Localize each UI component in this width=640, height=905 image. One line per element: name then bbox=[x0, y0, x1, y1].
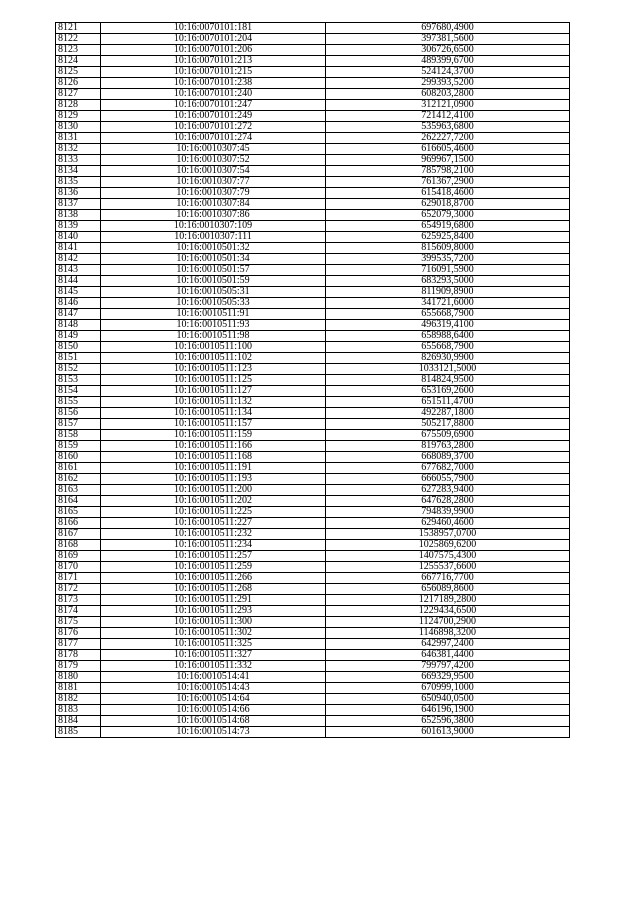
row-number: 8165 bbox=[56, 507, 101, 518]
cadastral-number: 10:16:0010514:41 bbox=[101, 672, 326, 683]
table-row bbox=[56, 562, 570, 573]
cadastral-number: 10:16:0010511:100 bbox=[101, 342, 326, 353]
cadastral-number: 10:16:0010511:302 bbox=[101, 628, 326, 639]
table-row bbox=[56, 221, 570, 232]
cadastral-number: 10:16:0010511:193 bbox=[101, 474, 326, 485]
row-number: 8179 bbox=[56, 661, 101, 672]
row-number: 8162 bbox=[56, 474, 101, 485]
cadastral-value: 1229434,6500 bbox=[326, 606, 570, 617]
table-row bbox=[56, 452, 570, 463]
cadastral-number: 10:16:0010511:225 bbox=[101, 507, 326, 518]
cadastral-value: 653169,2600 bbox=[326, 386, 570, 397]
cadastral-value: 312121,0900 bbox=[326, 100, 570, 111]
table-row bbox=[56, 78, 570, 89]
row-number: 8125 bbox=[56, 67, 101, 78]
row-number: 8170 bbox=[56, 562, 101, 573]
cadastral-value: 656089,8600 bbox=[326, 584, 570, 595]
cadastral-number: 10:16:0010514:73 bbox=[101, 727, 326, 738]
row-number: 8178 bbox=[56, 650, 101, 661]
cadastral-value: 646381,4400 bbox=[326, 650, 570, 661]
cadastral-number: 10:16:0010501:59 bbox=[101, 276, 326, 287]
cadastral-number: 10:16:0070101:272 bbox=[101, 122, 326, 133]
cadastral-number: 10:16:0070101:238 bbox=[101, 78, 326, 89]
cadastral-value: 1217189,2800 bbox=[326, 595, 570, 606]
row-number: 8135 bbox=[56, 177, 101, 188]
table-row bbox=[56, 595, 570, 606]
table-row bbox=[56, 353, 570, 364]
cadastral-value: 306726,6500 bbox=[326, 45, 570, 56]
cadastral-number: 10:16:0010511:168 bbox=[101, 452, 326, 463]
row-number: 8176 bbox=[56, 628, 101, 639]
table-row bbox=[56, 331, 570, 342]
table-row bbox=[56, 188, 570, 199]
cadastral-number: 10:16:0010501:57 bbox=[101, 265, 326, 276]
cadastral-number: 10:16:0010511:200 bbox=[101, 485, 326, 496]
row-number: 8150 bbox=[56, 342, 101, 353]
cadastral-number: 10:16:0010511:232 bbox=[101, 529, 326, 540]
cadastral-number: 10:16:0010511:125 bbox=[101, 375, 326, 386]
table-row bbox=[56, 584, 570, 595]
table-row bbox=[56, 243, 570, 254]
cadastral-value: 761367,2900 bbox=[326, 177, 570, 188]
cadastral-number: 10:16:0010511:266 bbox=[101, 573, 326, 584]
row-number: 8152 bbox=[56, 364, 101, 375]
cadastral-value: 1025869,6200 bbox=[326, 540, 570, 551]
cadastral-value: 489399,6700 bbox=[326, 56, 570, 67]
row-number: 8134 bbox=[56, 166, 101, 177]
row-number: 8163 bbox=[56, 485, 101, 496]
cadastral-value: 524124,3700 bbox=[326, 67, 570, 78]
cadastral-number: 10:16:0010511:259 bbox=[101, 562, 326, 573]
row-number: 8164 bbox=[56, 496, 101, 507]
cadastral-number: 10:16:0070101:181 bbox=[101, 23, 326, 34]
table-row bbox=[56, 397, 570, 408]
cadastral-number: 10:16:0010511:102 bbox=[101, 353, 326, 364]
row-number: 8156 bbox=[56, 408, 101, 419]
row-number: 8167 bbox=[56, 529, 101, 540]
row-number: 8138 bbox=[56, 210, 101, 221]
table-row bbox=[56, 298, 570, 309]
row-number: 8161 bbox=[56, 463, 101, 474]
cadastral-number: 10:16:0010511:291 bbox=[101, 595, 326, 606]
row-number: 8151 bbox=[56, 353, 101, 364]
cadastral-number: 10:16:0070101:249 bbox=[101, 111, 326, 122]
table-row bbox=[56, 518, 570, 529]
table-row bbox=[56, 639, 570, 650]
row-number: 8141 bbox=[56, 243, 101, 254]
cadastral-value: 669329,9500 bbox=[326, 672, 570, 683]
cadastral-number: 10:16:0010511:93 bbox=[101, 320, 326, 331]
cadastral-number: 10:16:0010307:54 bbox=[101, 166, 326, 177]
cadastral-value: 1407575,4300 bbox=[326, 551, 570, 562]
cadastral-value: 615418,4600 bbox=[326, 188, 570, 199]
cadastral-number: 10:16:0010307:84 bbox=[101, 199, 326, 210]
row-number: 8145 bbox=[56, 287, 101, 298]
table-row bbox=[56, 34, 570, 45]
row-number: 8185 bbox=[56, 727, 101, 738]
cadastral-number: 10:16:0010511:257 bbox=[101, 551, 326, 562]
table-row bbox=[56, 342, 570, 353]
row-number: 8158 bbox=[56, 430, 101, 441]
cadastral-value: 655668,7900 bbox=[326, 309, 570, 320]
cadastral-value: 683293,5000 bbox=[326, 276, 570, 287]
cadastral-number: 10:16:0010511:166 bbox=[101, 441, 326, 452]
row-number: 8124 bbox=[56, 56, 101, 67]
cadastral-number: 10:16:0010511:127 bbox=[101, 386, 326, 397]
cadastral-value: 262227,7200 bbox=[326, 133, 570, 144]
table-row bbox=[56, 320, 570, 331]
cadastral-number: 10:16:0010511:191 bbox=[101, 463, 326, 474]
table-row bbox=[56, 144, 570, 155]
row-number: 8144 bbox=[56, 276, 101, 287]
table-row bbox=[56, 650, 570, 661]
cadastral-value: 697680,4900 bbox=[326, 23, 570, 34]
cadastral-value: 652079,3000 bbox=[326, 210, 570, 221]
table-row bbox=[56, 408, 570, 419]
cadastral-value: 505217,8800 bbox=[326, 419, 570, 430]
row-number: 8121 bbox=[56, 23, 101, 34]
cadastral-number: 10:16:0010511:325 bbox=[101, 639, 326, 650]
row-number: 8182 bbox=[56, 694, 101, 705]
cadastral-number: 10:16:0010511:234 bbox=[101, 540, 326, 551]
cadastral-number: 10:16:0010511:293 bbox=[101, 606, 326, 617]
table-row bbox=[56, 265, 570, 276]
table-row bbox=[56, 122, 570, 133]
cadastral-value: 794839,9900 bbox=[326, 507, 570, 518]
table-row bbox=[56, 419, 570, 430]
row-number: 8147 bbox=[56, 309, 101, 320]
table-row bbox=[56, 628, 570, 639]
cadastral-number: 10:16:0070101:215 bbox=[101, 67, 326, 78]
cadastral-value: 492287,1800 bbox=[326, 408, 570, 419]
row-number: 8149 bbox=[56, 331, 101, 342]
table-row bbox=[56, 56, 570, 67]
cadastral-value: 819763,2800 bbox=[326, 441, 570, 452]
cadastral-value: 969967,1500 bbox=[326, 155, 570, 166]
cadastral-value: 826930,9900 bbox=[326, 353, 570, 364]
table-row bbox=[56, 507, 570, 518]
row-number: 8140 bbox=[56, 232, 101, 243]
row-number: 8174 bbox=[56, 606, 101, 617]
cadastral-value: 397381,5600 bbox=[326, 34, 570, 45]
row-number: 8160 bbox=[56, 452, 101, 463]
cadastral-number: 10:16:0010511:300 bbox=[101, 617, 326, 628]
cadastral-number: 10:16:0070101:274 bbox=[101, 133, 326, 144]
cadastral-value: 627283,9400 bbox=[326, 485, 570, 496]
cadastral-value: 647628,2800 bbox=[326, 496, 570, 507]
cadastral-value: 616605,4600 bbox=[326, 144, 570, 155]
cadastral-number: 10:16:0010511:202 bbox=[101, 496, 326, 507]
table-row bbox=[56, 540, 570, 551]
table-row bbox=[56, 441, 570, 452]
cadastral-number: 10:16:0010307:77 bbox=[101, 177, 326, 188]
row-number: 8175 bbox=[56, 617, 101, 628]
table-row bbox=[56, 364, 570, 375]
table-row bbox=[56, 716, 570, 727]
table-row bbox=[56, 23, 570, 34]
cadastral-number: 10:16:0010501:34 bbox=[101, 254, 326, 265]
cadastral-number: 10:16:0010307:111 bbox=[101, 232, 326, 243]
cadastral-value: 721412,4100 bbox=[326, 111, 570, 122]
cadastral-number: 10:16:0010307:86 bbox=[101, 210, 326, 221]
table-row bbox=[56, 694, 570, 705]
cadastral-value: 1538957,0700 bbox=[326, 529, 570, 540]
cadastral-number: 10:16:0010511:227 bbox=[101, 518, 326, 529]
table-row bbox=[56, 210, 570, 221]
cadastral-value: 658988,6400 bbox=[326, 331, 570, 342]
row-number: 8171 bbox=[56, 573, 101, 584]
cadastral-value: 650940,0500 bbox=[326, 694, 570, 705]
cadastral-number: 10:16:0070101:247 bbox=[101, 100, 326, 111]
table-row bbox=[56, 375, 570, 386]
table-row bbox=[56, 45, 570, 56]
cadastral-value: 625925,8400 bbox=[326, 232, 570, 243]
table-row bbox=[56, 606, 570, 617]
cadastral-number: 10:16:0070101:213 bbox=[101, 56, 326, 67]
cadastral-number: 10:16:0010511:91 bbox=[101, 309, 326, 320]
table-row bbox=[56, 683, 570, 694]
cadastral-number: 10:16:0010511:327 bbox=[101, 650, 326, 661]
table-row bbox=[56, 309, 570, 320]
cadastral-number: 10:16:0010514:64 bbox=[101, 694, 326, 705]
cadastral-number: 10:16:0070101:206 bbox=[101, 45, 326, 56]
table-row bbox=[56, 166, 570, 177]
cadastral-value: 629460,4600 bbox=[326, 518, 570, 529]
row-number: 8132 bbox=[56, 144, 101, 155]
table-row bbox=[56, 727, 570, 738]
table-row bbox=[56, 474, 570, 485]
cadastral-value: 654919,6800 bbox=[326, 221, 570, 232]
table-row bbox=[56, 496, 570, 507]
cadastral-number: 10:16:0010307:79 bbox=[101, 188, 326, 199]
table-row bbox=[56, 430, 570, 441]
cadastral-number: 10:16:0010505:33 bbox=[101, 298, 326, 309]
cadastral-value: 629018,8700 bbox=[326, 199, 570, 210]
row-number: 8181 bbox=[56, 683, 101, 694]
table-row bbox=[56, 111, 570, 122]
row-number: 8126 bbox=[56, 78, 101, 89]
table-row bbox=[56, 386, 570, 397]
cadastral-number: 10:16:0010511:159 bbox=[101, 430, 326, 441]
cadastral-value: 1255537,6600 bbox=[326, 562, 570, 573]
cadastral-value: 1146898,3200 bbox=[326, 628, 570, 639]
row-number: 8148 bbox=[56, 320, 101, 331]
cadastral-number: 10:16:0070101:204 bbox=[101, 34, 326, 45]
row-number: 8180 bbox=[56, 672, 101, 683]
row-number: 8146 bbox=[56, 298, 101, 309]
cadastral-value: 535963,6800 bbox=[326, 122, 570, 133]
cadastral-number: 10:16:0010511:132 bbox=[101, 397, 326, 408]
cadastral-value: 670999,1000 bbox=[326, 683, 570, 694]
cadastral-value: 667716,7700 bbox=[326, 573, 570, 584]
row-number: 8157 bbox=[56, 419, 101, 430]
cadastral-number: 10:16:0010511:98 bbox=[101, 331, 326, 342]
cadastral-value: 668089,3700 bbox=[326, 452, 570, 463]
cadastral-number: 10:16:0070101:240 bbox=[101, 89, 326, 100]
row-number: 8127 bbox=[56, 89, 101, 100]
cadastral-value: 608203,2800 bbox=[326, 89, 570, 100]
cadastral-value: 666055,7900 bbox=[326, 474, 570, 485]
table-row bbox=[56, 463, 570, 474]
cadastral-value: 496319,4100 bbox=[326, 320, 570, 331]
cadastral-value: 646196,1900 bbox=[326, 705, 570, 716]
cadastral-value-table bbox=[55, 22, 570, 738]
row-number: 8133 bbox=[56, 155, 101, 166]
cadastral-value: 341721,6000 bbox=[326, 298, 570, 309]
cadastral-value: 814824,9500 bbox=[326, 375, 570, 386]
cadastral-value: 799797,4200 bbox=[326, 661, 570, 672]
cadastral-number: 10:16:0010514:66 bbox=[101, 705, 326, 716]
table-row bbox=[56, 232, 570, 243]
row-number: 8139 bbox=[56, 221, 101, 232]
cadastral-number: 10:16:0010514:68 bbox=[101, 716, 326, 727]
cadastral-value: 652596,3800 bbox=[326, 716, 570, 727]
row-number: 8142 bbox=[56, 254, 101, 265]
row-number: 8143 bbox=[56, 265, 101, 276]
table-row bbox=[56, 155, 570, 166]
table-row bbox=[56, 705, 570, 716]
table-row bbox=[56, 177, 570, 188]
cadastral-value: 716091,5900 bbox=[326, 265, 570, 276]
row-number: 8137 bbox=[56, 199, 101, 210]
row-number: 8131 bbox=[56, 133, 101, 144]
row-number: 8173 bbox=[56, 595, 101, 606]
cadastral-value: 655668,7900 bbox=[326, 342, 570, 353]
table-row bbox=[56, 551, 570, 562]
row-number: 8159 bbox=[56, 441, 101, 452]
row-number: 8168 bbox=[56, 540, 101, 551]
cadastral-number: 10:16:0010501:32 bbox=[101, 243, 326, 254]
cadastral-number: 10:16:0010307:45 bbox=[101, 144, 326, 155]
table-row bbox=[56, 617, 570, 628]
row-number: 8172 bbox=[56, 584, 101, 595]
row-number: 8166 bbox=[56, 518, 101, 529]
cadastral-value: 1033121,5000 bbox=[326, 364, 570, 375]
cadastral-value: 651511,4700 bbox=[326, 397, 570, 408]
cadastral-value: 1124700,2900 bbox=[326, 617, 570, 628]
cadastral-value: 299393,5200 bbox=[326, 78, 570, 89]
table-body bbox=[56, 23, 570, 738]
table-row bbox=[56, 573, 570, 584]
table-row bbox=[56, 661, 570, 672]
cadastral-value: 677682,7000 bbox=[326, 463, 570, 474]
table-row bbox=[56, 254, 570, 265]
cadastral-number: 10:16:0010511:123 bbox=[101, 364, 326, 375]
row-number: 8128 bbox=[56, 100, 101, 111]
row-number: 8184 bbox=[56, 716, 101, 727]
cadastral-number: 10:16:0010511:157 bbox=[101, 419, 326, 430]
cadastral-value: 675509,6900 bbox=[326, 430, 570, 441]
cadastral-number: 10:16:0010511:332 bbox=[101, 661, 326, 672]
cadastral-value: 811909,8900 bbox=[326, 287, 570, 298]
cadastral-number: 10:16:0010511:268 bbox=[101, 584, 326, 595]
row-number: 8155 bbox=[56, 397, 101, 408]
table-row bbox=[56, 485, 570, 496]
table-row bbox=[56, 287, 570, 298]
cadastral-value: 601613,9000 bbox=[326, 727, 570, 738]
table-row bbox=[56, 67, 570, 78]
cadastral-number: 10:16:0010514:43 bbox=[101, 683, 326, 694]
row-number: 8130 bbox=[56, 122, 101, 133]
row-number: 8153 bbox=[56, 375, 101, 386]
cadastral-value: 785798,2100 bbox=[326, 166, 570, 177]
row-number: 8129 bbox=[56, 111, 101, 122]
row-number: 8177 bbox=[56, 639, 101, 650]
table-row bbox=[56, 100, 570, 111]
row-number: 8122 bbox=[56, 34, 101, 45]
row-number: 8183 bbox=[56, 705, 101, 716]
table-row bbox=[56, 199, 570, 210]
table-row bbox=[56, 89, 570, 100]
row-number: 8154 bbox=[56, 386, 101, 397]
table-row bbox=[56, 276, 570, 287]
cadastral-number: 10:16:0010307:52 bbox=[101, 155, 326, 166]
cadastral-value: 399535,7200 bbox=[326, 254, 570, 265]
cadastral-number: 10:16:0010505:31 bbox=[101, 287, 326, 298]
row-number: 8169 bbox=[56, 551, 101, 562]
table-row bbox=[56, 133, 570, 144]
cadastral-value: 642997,2400 bbox=[326, 639, 570, 650]
cadastral-number: 10:16:0010307:109 bbox=[101, 221, 326, 232]
table-row bbox=[56, 529, 570, 540]
cadastral-value: 815609,8000 bbox=[326, 243, 570, 254]
row-number: 8136 bbox=[56, 188, 101, 199]
row-number: 8123 bbox=[56, 45, 101, 56]
cadastral-number: 10:16:0010511:134 bbox=[101, 408, 326, 419]
table-row bbox=[56, 672, 570, 683]
